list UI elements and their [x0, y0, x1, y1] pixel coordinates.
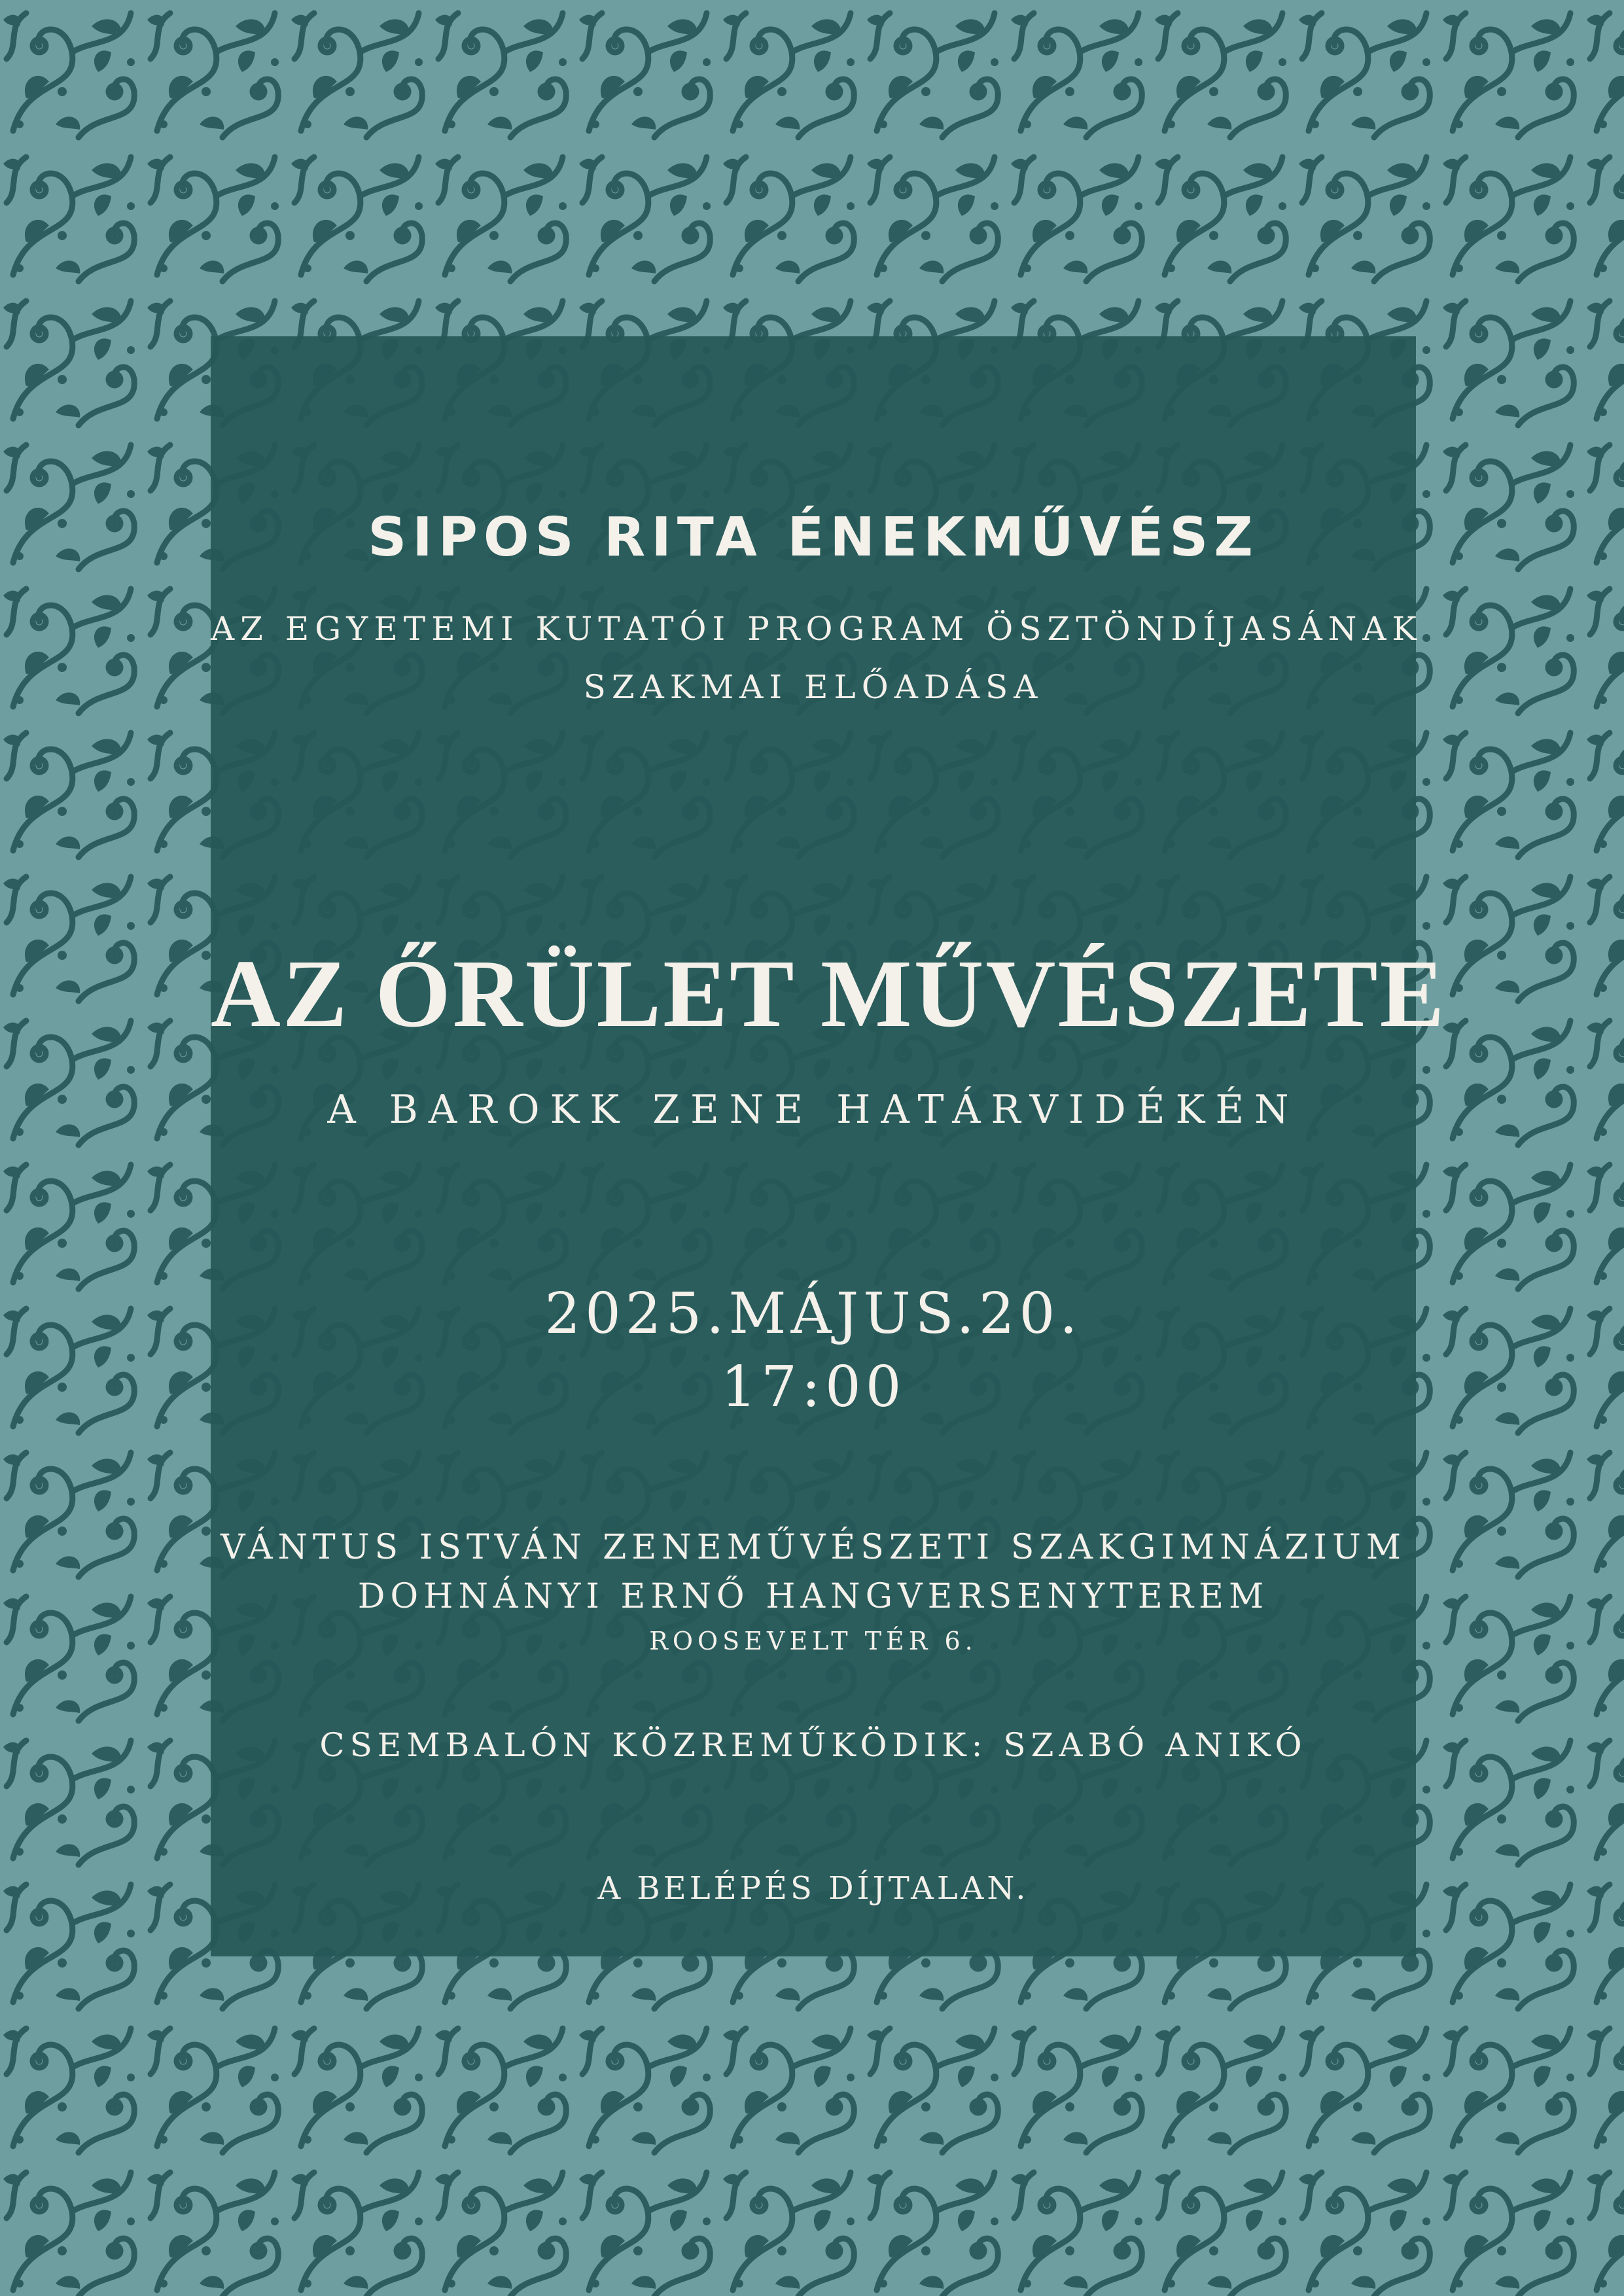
event-date: 2025.MÁJUS.20.: [544, 1281, 1082, 1347]
venue-hall: DOHNÁNYI ERNŐ HANGVERSENYTEREM: [357, 1577, 1269, 1616]
panel-damask-overlay: [211, 336, 1447, 1956]
event-title: AZ ŐRÜLET MŰVÉSZETE: [211, 940, 1447, 1048]
program-subtitle-line1: AZ EGYETEMI KUTATÓI PROGRAM ÖSZTÖNDÍJASÁNAK: [211, 610, 1422, 648]
entry-note: A BELÉPÉS DÍJTALAN.: [597, 1870, 1029, 1907]
event-subtitle: A BAROKK ZENE HATÁRVIDÉKÉN: [327, 1087, 1299, 1133]
event-time: 17:00: [720, 1354, 906, 1420]
info-panel: [211, 336, 1447, 1956]
venue-address: ROOSEVELT TÉR 6.: [649, 1627, 978, 1655]
program-subtitle-line2: SZAKMAI ELŐADÁSA: [583, 668, 1044, 706]
harpsichord-credit: CSEMBALÓN KÖZREMŰKÖDIK: SZABÓ ANIKÓ: [319, 1726, 1307, 1764]
performer-name: SIPOS RITA ÉNEKMŰVÉSZ: [368, 506, 1259, 569]
venue-name: VÁNTUS ISTVÁN ZENEMŰVÉSZETI SZAKGIMNÁZIUM: [220, 1528, 1407, 1567]
